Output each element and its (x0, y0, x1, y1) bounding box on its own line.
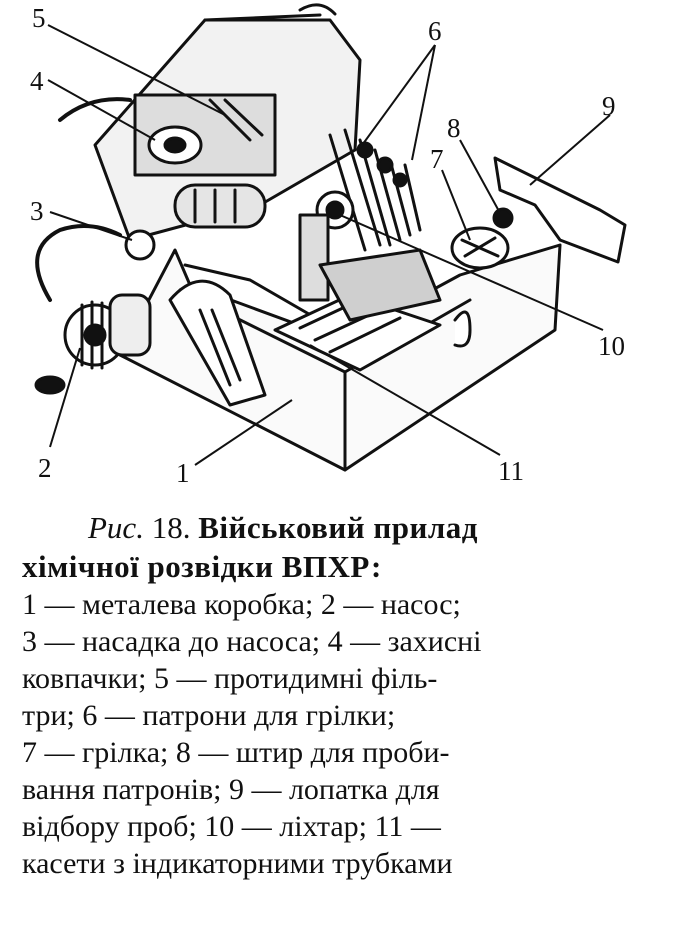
caption-line-6: вання патронів; 9 — лопатка для (22, 773, 440, 806)
callout-6: 6 (428, 16, 442, 46)
caption-title-line-1 (22, 508, 642, 547)
callout-8: 8 (447, 113, 461, 143)
caption-line-7: відбору проб; 10 — ліхтар; 11 — (22, 810, 441, 843)
caption-title-part-1: Військовий прилад (198, 510, 478, 545)
carry-strap (37, 226, 120, 300)
callout-9: 9 (602, 91, 616, 121)
caption-line-3: ковпачки; 5 — протидимні філь- (22, 662, 438, 695)
figure-number: 18. (151, 510, 191, 545)
callout-2: 2 (38, 453, 52, 483)
callout-4: 4 (30, 66, 44, 96)
callout-3: 3 (30, 196, 44, 226)
caption-line-1: 1 — металева коробка; 2 — насос; (22, 588, 461, 621)
caption-line-5: 7 — грілка; 8 — штир для проби- (22, 736, 450, 769)
punch-pin (494, 209, 512, 227)
caption-title-line-2 (22, 547, 642, 586)
caption-line-8: касети з індикаторними трубками (22, 847, 453, 880)
callout-5: 5 (32, 3, 46, 33)
pump-nozzle (126, 231, 154, 259)
caption-title-part-2: хімічної розвідки ВПХР: (22, 549, 382, 584)
caption-line-4: три; 6 — патрони для грілки; (22, 699, 396, 732)
callout-7: 7 (430, 144, 444, 174)
callout-11: 11 (498, 456, 524, 486)
figure-label: Рис. (88, 510, 144, 545)
callout-10: 10 (598, 331, 625, 361)
callout-1: 1 (176, 458, 190, 488)
figure-caption (22, 508, 642, 882)
caption-line-2: 3 — насадка до насоса; 4 — захисні (22, 625, 482, 658)
